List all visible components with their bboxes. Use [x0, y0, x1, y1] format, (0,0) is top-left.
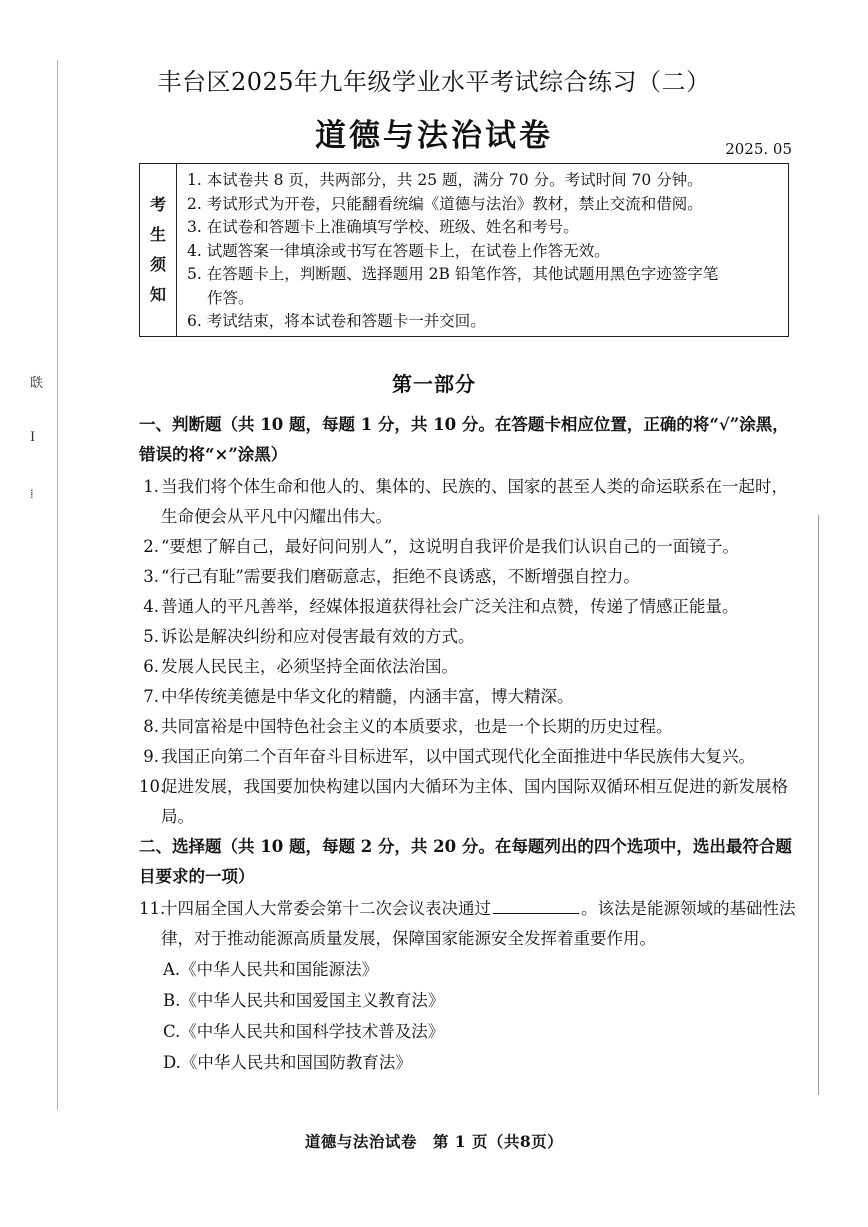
notice-item: 3. 在试卷和答题卡上准确填写学校、班级、姓名和考号。 — [187, 218, 579, 236]
notice-label-char: 考 — [149, 195, 166, 214]
question-text: 发展人民民主，必须坚持全面依法治国。 — [161, 657, 458, 676]
margin-mark: I — [30, 430, 36, 445]
answer-option-b: B.《中华人民共和国爱国主义教育法》 — [163, 991, 445, 1010]
question-item — [139, 472, 799, 532]
question-text: 促进发展，我国要加快构建以国内大循环为主体、国内国际双循环相互促进的新发展格局。 — [161, 777, 788, 826]
question-item — [139, 652, 799, 682]
notice-label-char: 生 — [149, 225, 166, 244]
notice-item: 6. 考试结束，将本试卷和答题卡一并交回。 — [187, 312, 486, 330]
question-item — [139, 742, 799, 772]
section-heading-true-false: 一、判断题（共 10 题，每题 1 分，共 10 分。在答题卡相应位置，正确的将“√”涂黑，错误的将“×”涂黑） — [139, 415, 789, 464]
margin-mark: 㲳 — [30, 376, 44, 391]
question-number: 7. — [143, 687, 159, 706]
question-text: 十四届全国人大常委会第十二次会议表决通过 。该法是能源领域的基础性法律，对于推动能源高质量发展，保障国家能源安全发挥着重要作用。 — [161, 899, 796, 948]
question-text: 中华传统美德是中华文化的精髓，内涵丰富，博大精深。 — [161, 687, 574, 706]
question-text: 诉讼是解决纠纷和应对侵害最有效的方式。 — [161, 627, 475, 646]
question-item — [139, 562, 799, 592]
page-footer: 道德与法治试卷 第 1 页（共8页） — [304, 1132, 564, 1151]
notice-label-char: 须 — [149, 255, 166, 274]
question-number: 3. — [143, 567, 159, 586]
question-number: 5. — [143, 627, 159, 646]
exam-date: 2025. 05 — [725, 140, 792, 158]
question-item — [139, 592, 799, 622]
question-item — [139, 682, 799, 712]
notice-body — [177, 164, 788, 336]
question-item — [139, 894, 799, 954]
notice-item: 4. 试题答案一律填涂或书写在答题卡上，在试卷上作答无效。 — [187, 241, 610, 260]
notice-label — [140, 164, 177, 336]
exam-title: 丰台区2025年九年级学业水平考试综合练习（二） — [157, 68, 711, 96]
question-number: 11. — [139, 899, 166, 918]
candidate-notice-box — [139, 163, 789, 337]
question-text: 普通人的平凡善举，经媒体报道获得社会广泛关注和点赞，传递了情感正能量。 — [161, 597, 739, 616]
question-number: 10. — [139, 777, 166, 796]
question-number: 4. — [143, 597, 159, 616]
question-number: 2. — [143, 537, 159, 556]
binding-line — [57, 60, 58, 1110]
notice-item: 5. 在答题卡上，判断题、选择题用 2B 铅笔作答，其他试题用黑色字迹签字笔 作答。 — [187, 265, 719, 307]
question-number: 6. — [143, 657, 159, 676]
question-text: “行己有耻”需要我们磨砺意志，拒绝不良诱惑，不断增强自控力。 — [161, 567, 640, 586]
scan-edge-line — [818, 515, 819, 1095]
question-item — [139, 712, 799, 742]
exam-subject-title: 道德与法治试卷 — [315, 118, 553, 154]
fill-in-blank — [493, 897, 579, 914]
question-text: 当我们将个体生命和他人的、集体的、民族的、国家的甚至人类的命运联系在一起时，生命便会从平凡中闪耀出伟大。 — [161, 477, 788, 526]
notice-label-char: 知 — [149, 285, 166, 304]
margin-mark: ⁞ — [30, 487, 34, 502]
questions-content — [139, 410, 799, 1078]
answer-option-c: C.《中华人民共和国科学技术普及法》 — [163, 1022, 445, 1041]
notice-item: 1. 本试卷共 8 页，共两部分，共 25 题，满分 70 分。考试时间 70 分钟。 — [187, 171, 703, 189]
question-text: 我国正向第二个百年奋斗目标进军，以中国式现代化全面推进中华民族伟大复兴。 — [161, 747, 755, 766]
question-item — [139, 772, 799, 832]
part-title: 第一部分 — [392, 372, 476, 396]
question-item — [139, 532, 799, 562]
answer-option-d: D.《中华人民共和国国防教育法》 — [163, 1053, 412, 1072]
answer-option-a: A.《中华人民共和国能源法》 — [163, 960, 379, 979]
question-text: “要想了解自己，最好问问别人”，这说明自我评价是我们认识自己的一面镜子。 — [161, 537, 739, 556]
notice-item: 2. 考试形式为开卷，只能翻看统编《道德与法治》教材，禁止交流和借阅。 — [187, 194, 703, 213]
question-item — [139, 622, 799, 652]
question-number: 9. — [143, 747, 159, 766]
question-text: 共同富裕是中国特色社会主义的本质要求，也是一个长期的历史过程。 — [161, 717, 673, 736]
section-heading-multiple-choice: 二、选择题（共 10 题，每题 2 分，共 20 分。在每题列出的四个选项中，选出最符合题目要求的一项） — [139, 837, 792, 886]
question-number: 1. — [143, 477, 159, 496]
question-number: 8. — [143, 717, 159, 736]
